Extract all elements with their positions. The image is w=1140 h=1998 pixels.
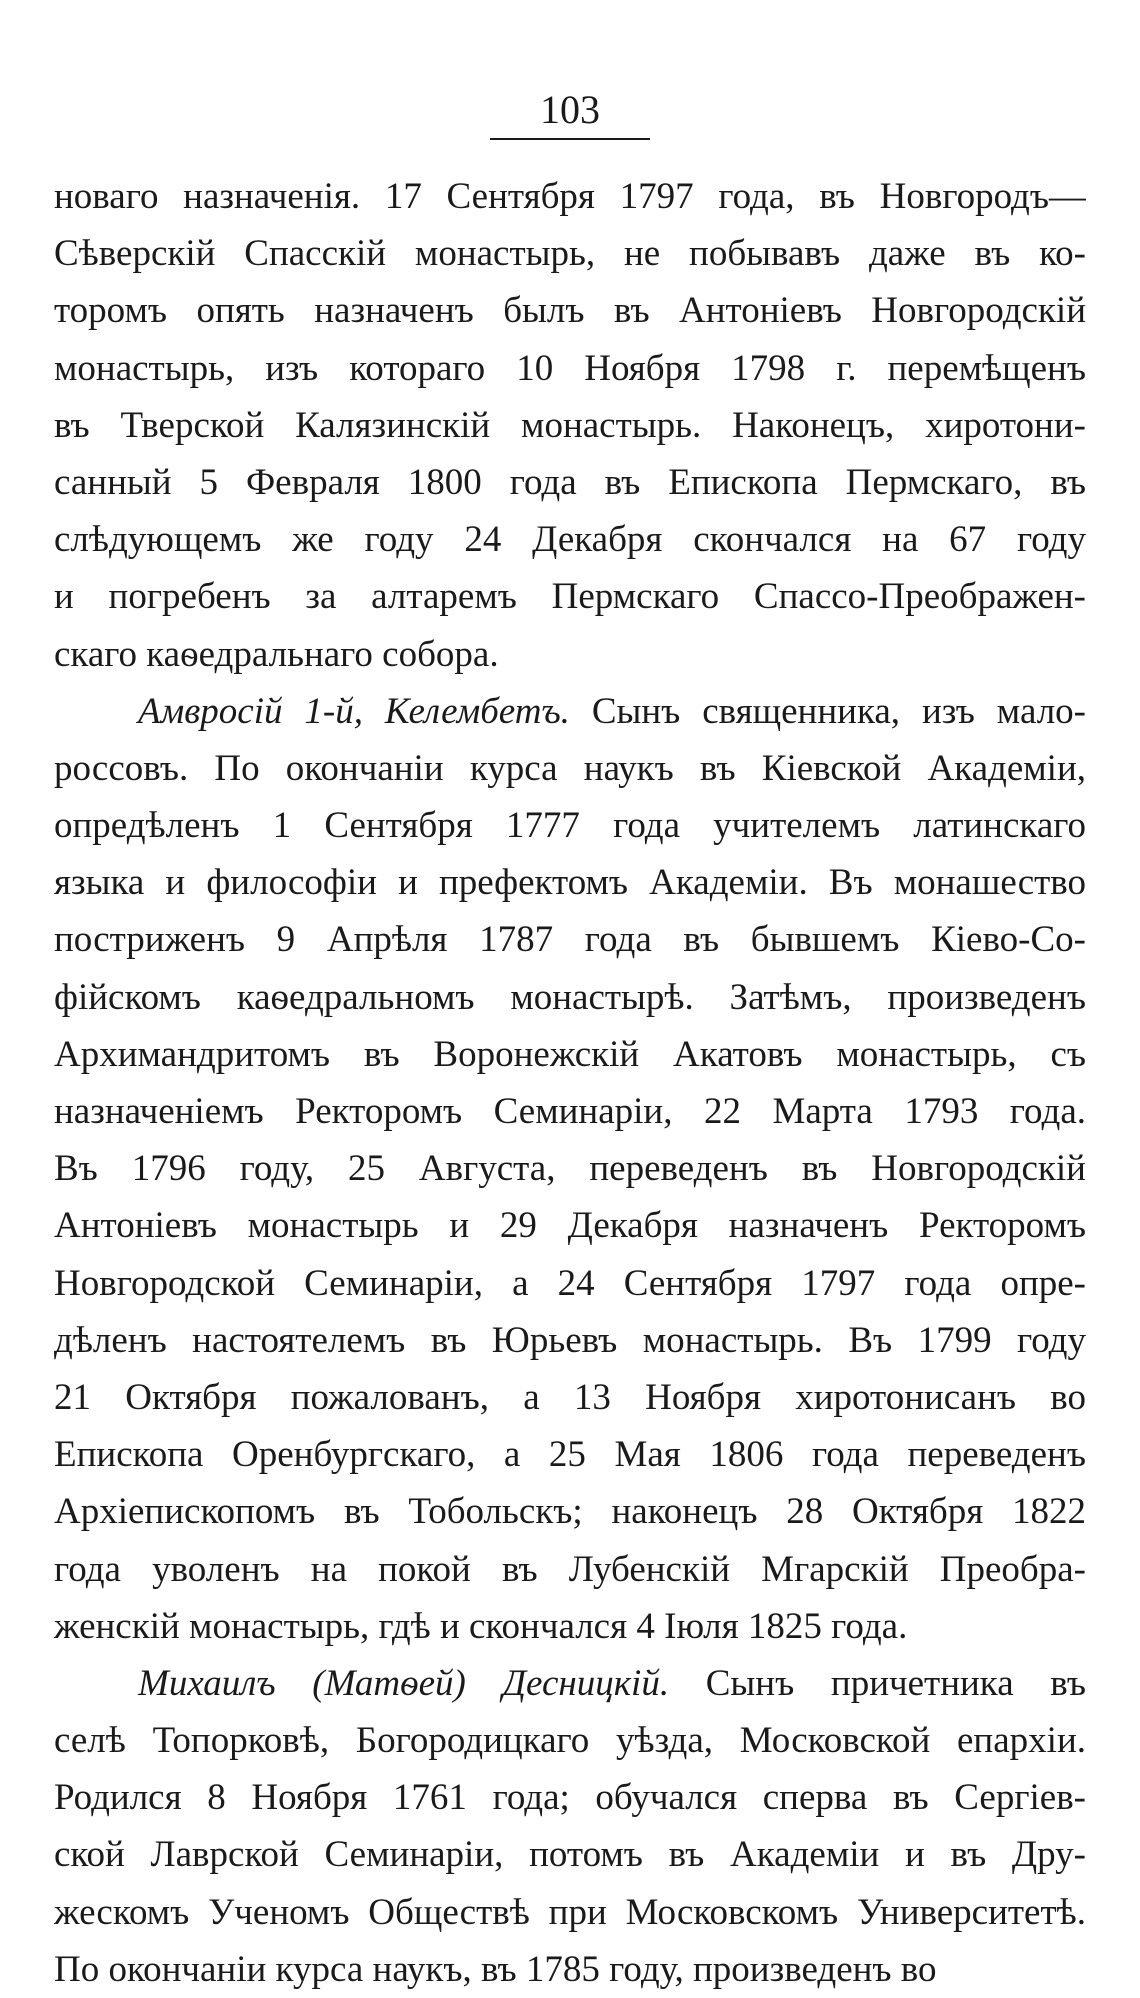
line-text: жескомъ Ученомъ Обществѣ при Московскомъ Университетѣ. xyxy=(54,1891,1086,1933)
text-line xyxy=(54,797,1086,854)
text-line xyxy=(54,1426,1086,1483)
text-line xyxy=(54,740,1086,797)
text-line xyxy=(54,1541,1086,1598)
text-line xyxy=(54,340,1086,397)
text-line xyxy=(54,1083,1086,1140)
text-line xyxy=(54,1712,1086,1769)
text-line xyxy=(54,1598,1086,1655)
line-text: Сѣверскій Спасскій монастырь, не побывавъ даже въ ко- xyxy=(54,233,1086,275)
line-text: Въ 1796 году, 25 Августа, переведенъ въ Новгородскій xyxy=(54,1148,1086,1190)
text-line xyxy=(54,168,1086,225)
body-text xyxy=(54,168,1086,1998)
line-text: Епископа Оренбургскаго, а 25 Мая 1806 года переведенъ xyxy=(54,1434,1086,1476)
text-line xyxy=(54,1255,1086,1312)
paragraph xyxy=(54,168,1086,683)
line-text: торомъ опять назначенъ былъ въ Антоніевъ Новгородскій xyxy=(54,290,1086,332)
line-text: Родился 8 Ноября 1761 года; обучался сперва въ Сергіев- xyxy=(54,1777,1086,1819)
text-line xyxy=(54,1826,1086,1883)
text-line xyxy=(54,282,1086,339)
line-text: новаго назначенія. 17 Сентября 1797 года, въ Новгородъ— xyxy=(54,176,1086,217)
line-text: фійскомъ каѳедральномъ монастырѣ. Затѣмъ, произведенъ xyxy=(54,976,1086,1018)
line-text: монастырь, изъ котораго 10 Ноября 1798 г. перемѣщенъ xyxy=(54,347,1086,389)
line-text: Антоніевъ монастырь и 29 Декабря назначенъ Ректоромъ xyxy=(54,1205,1086,1247)
text-line xyxy=(54,854,1086,911)
line-text: санный 5 Февраля 1800 года въ Епископа Пермскаго, въ xyxy=(54,461,1086,503)
paragraph xyxy=(54,683,1086,1655)
line-text: постриженъ 9 Апрѣля 1787 года въ бывшемъ Кіево-Со- xyxy=(54,919,1086,961)
line-text: ской Лаврской Семинаріи, потомъ въ Академіи и въ Дру- xyxy=(54,1834,1086,1876)
page-number-rule xyxy=(490,138,650,140)
text-line xyxy=(54,1941,1086,1998)
text-line xyxy=(54,568,1086,625)
text-line xyxy=(54,1483,1086,1540)
line-text: въ Тверской Калязинскій монастырь. Наконецъ, хиротони- xyxy=(54,404,1086,446)
text-line xyxy=(54,683,1086,740)
line-text: опредѣленъ 1 Сентября 1777 года учителемъ латинскаго xyxy=(54,805,1086,847)
text-line xyxy=(54,1197,1086,1254)
text-line xyxy=(54,511,1086,568)
line-text: россовъ. По окончаніи курса наукъ въ Кіевской Академіи, xyxy=(54,747,1086,789)
text-line xyxy=(54,1884,1086,1941)
text-line xyxy=(54,626,1086,683)
text-line xyxy=(54,969,1086,1026)
line-text: назначеніемъ Ректоромъ Семинаріи, 22 Марта 1793 года. xyxy=(54,1091,1086,1132)
text-line xyxy=(54,397,1086,454)
line-text: слѣдующемъ же году 24 Декабря скончался на 67 году xyxy=(54,519,1086,561)
text-line xyxy=(54,1140,1086,1197)
text-line xyxy=(54,1026,1086,1083)
line-text: Сынъ причетника въ xyxy=(669,1662,1086,1704)
text-line xyxy=(54,1769,1086,1826)
line-text: женскій монастырь, гдѣ и скончался 4 Іюля 1825 года. xyxy=(54,1605,908,1647)
entry-heading: Михаилъ (Матѳей) Десницкій. xyxy=(138,1662,670,1704)
text-line xyxy=(54,911,1086,968)
line-text: дѣленъ настоятелемъ въ Юрьевъ монастырь. Въ 1799 году xyxy=(54,1319,1086,1361)
line-text: скаго каѳедральнаго собора. xyxy=(54,633,499,675)
text-line xyxy=(54,225,1086,282)
entry-heading: Амвросій 1-й, Келембетъ. xyxy=(138,690,570,732)
line-text: 21 Октября пожалованъ, а 13 Ноября хиротонисанъ во xyxy=(54,1376,1086,1418)
line-text: Новгородской Семинаріи, а 24 Сентября 1797 года опре- xyxy=(54,1262,1086,1304)
text-line xyxy=(54,1655,1086,1712)
line-text: Архіепископомъ въ Тобольскъ; наконецъ 28 Октября 1822 xyxy=(54,1491,1086,1533)
text-line xyxy=(54,1369,1086,1426)
line-text: По окончаніи курса наукъ, въ 1785 году, произведенъ во xyxy=(54,1948,937,1990)
text-line xyxy=(54,454,1086,511)
paragraph xyxy=(54,1655,1086,1998)
line-text: Сынъ священника, изъ мало- xyxy=(569,690,1086,732)
line-text: и погребенъ за алтаремъ Пермскаго Спассо-Преображен- xyxy=(54,576,1086,618)
page-number: 103 xyxy=(540,87,600,132)
line-text: селѣ Топорковѣ, Богородицкаго уѣзда, Московской епархіи. xyxy=(54,1720,1086,1762)
line-text: языка и философіи и префектомъ Академіи. Въ монашество xyxy=(54,862,1086,904)
line-text: года уволенъ на покой въ Лубенскій Мгарскій Преобра- xyxy=(54,1548,1086,1590)
line-text: Архимандритомъ въ Воронежскій Акатовъ монастырь, съ xyxy=(54,1033,1086,1075)
text-line xyxy=(54,1312,1086,1369)
